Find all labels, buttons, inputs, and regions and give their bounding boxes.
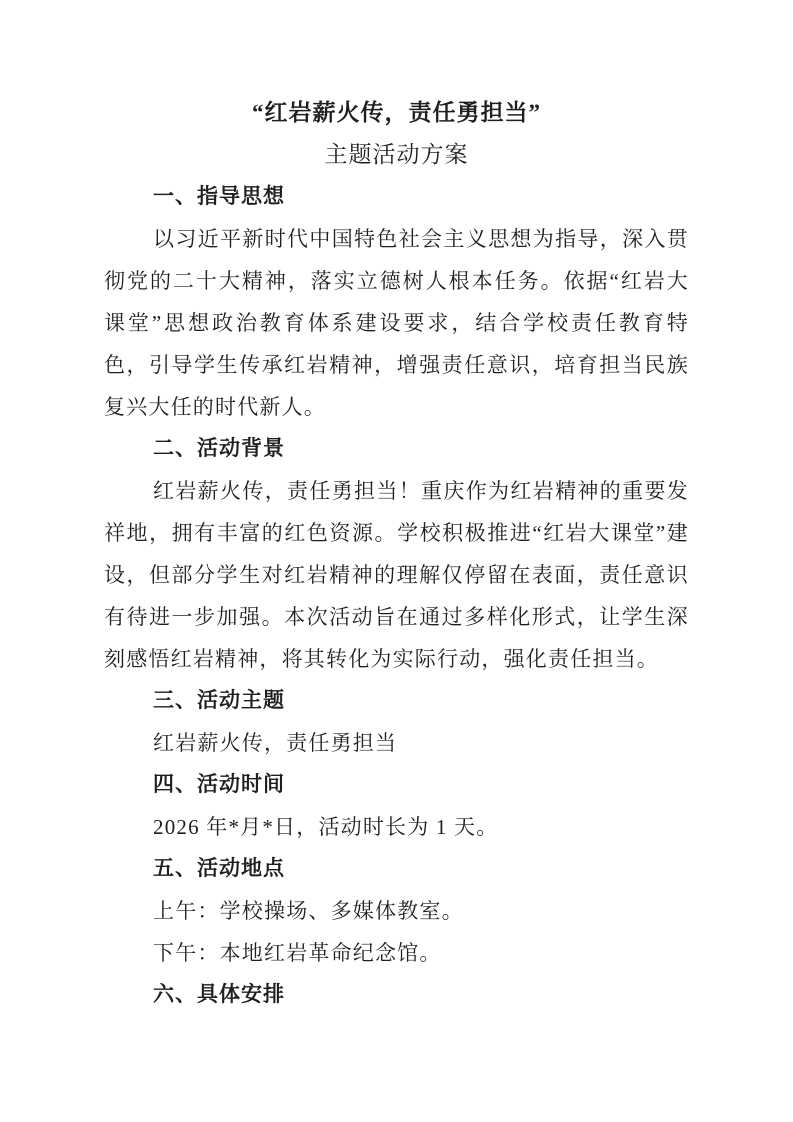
paragraph-guiding-ideology: 以习近平新时代中国特色社会主义思想为指导，深入贯彻党的二十大精神，落实立德树人根本任务。依据“红岩大课堂”思想政治教育体系建设要求，结合学校责任教育特色，引导学生传承红岩精神，增强责任意识，培育担当民族复兴大任的时代新人。 <box>104 227 689 419</box>
section-heading-activity-time: 四、活动时间 <box>153 773 285 796</box>
paragraph-activity-theme: 红岩薪火传，责任勇担当 <box>153 731 398 755</box>
section-heading-activity-location: 五、活动地点 <box>153 857 285 880</box>
paragraph-activity-background: 红岩薪火传，责任勇担当！重庆作为红岩精神的重要发祥地，拥有丰富的红色资源。学校积极推进“红岩大课堂”建设，但部分学生对红岩精神的理解仅停留在表面，责任意识有待进一步加强。本次活动旨在通过多样化形式，让学生深刻感悟红岩精神，将其转化为实际行动，强化责任担当。 <box>104 479 689 671</box>
paragraph-location-afternoon: 下午：本地红岩革命纪念馆。 <box>153 941 442 965</box>
section-heading-activity-theme: 三、活动主题 <box>153 689 285 712</box>
section-heading-activity-background: 二、活动背景 <box>153 437 285 460</box>
doc-title: “红岩薪火传，责任勇担当” <box>252 100 541 125</box>
doc-subtitle: 主题活动方案 <box>324 142 469 167</box>
paragraph-activity-time: 2026 年*月*日，活动时长为 1 天。 <box>153 815 499 839</box>
section-heading-specific-arrangements: 六、具体安排 <box>153 983 285 1006</box>
paragraph-location-morning: 上午：学校操场、多媒体教室。 <box>153 899 464 923</box>
section-heading-guiding-ideology: 一、指导思想 <box>153 185 285 208</box>
